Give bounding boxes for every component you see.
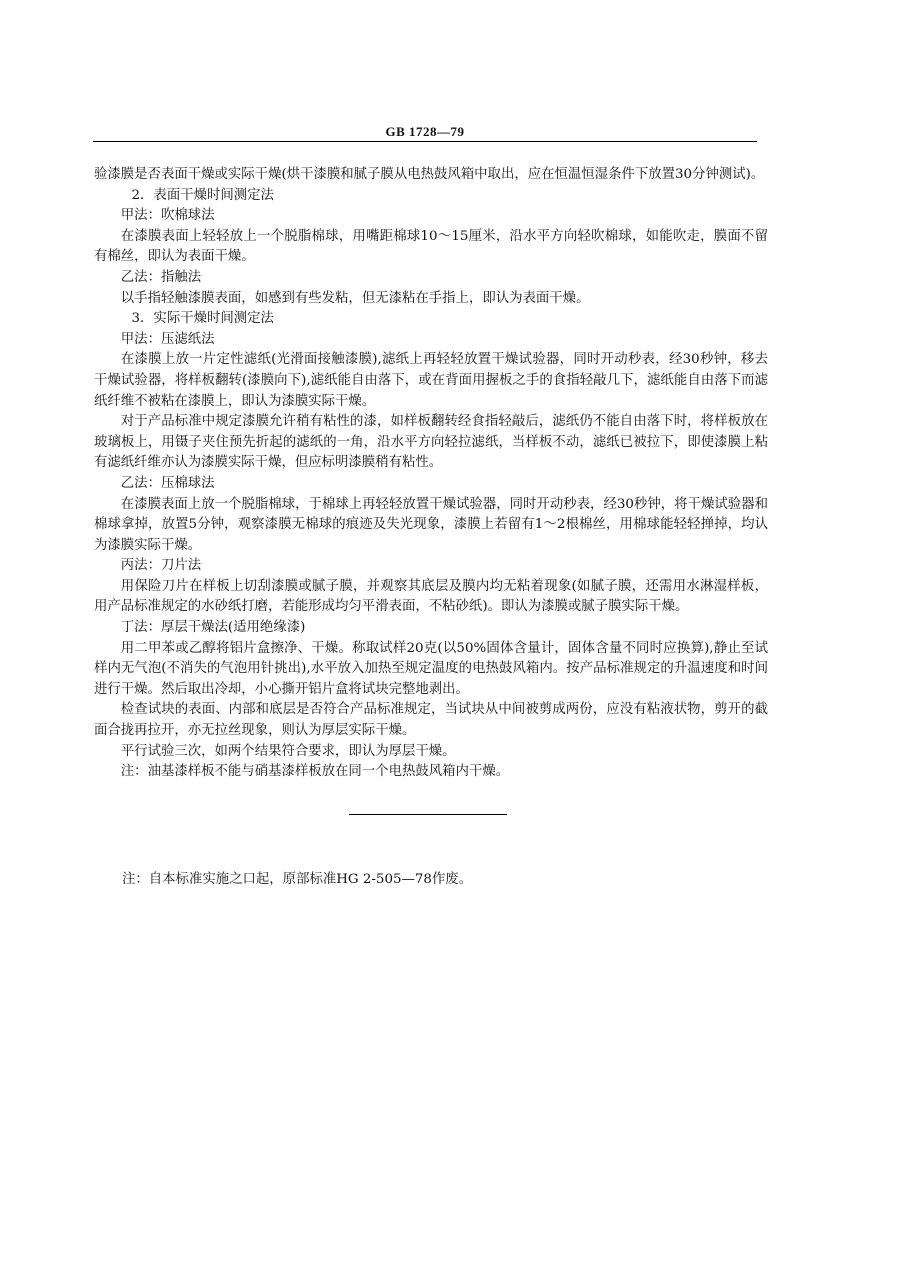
method-heading: 丁法：厚层干燥法(适用绝缘漆) xyxy=(120,620,306,636)
method-heading: 乙法：压棉球法 xyxy=(120,475,215,491)
standard-number-header: GB 1728—79 xyxy=(385,124,465,139)
section-heading: 3．实际干燥时间测定法 xyxy=(131,311,274,327)
method-heading: 丙法：刀片法 xyxy=(120,558,202,574)
note-line: 注：油基漆样板不能与硝基漆样板放在同一个电热鼓风箱内干燥。 xyxy=(120,764,510,780)
paragraph: 用保险刀片在样板上切刮漆膜或腻子膜，并观察其底层及膜内均无粘着现象(如腻子膜，还需用水淋湿样板，用产品标准规定的水砂纸打磨，若能形成均匀平滑表面，不粘砂纸)。即认为漆膜或腻子膜实际干燥。 xyxy=(94,578,768,615)
end-rule xyxy=(349,814,507,815)
paragraph: 用二甲苯或乙醇将铝片盒擦净、干燥。称取试样20克(以50%固体含量计，固体含量不同时应换算),静止至试样内无气泡(不消失的气泡用针挑出),水平放入加热至规定温度的电热鼓风箱内。按产品标准规定的升温速度和时间进行干燥。然后取出冷却，小心撕开铝片盒将试块完整地剥出。 xyxy=(94,640,768,697)
paragraph: 在漆膜表面上轻轻放上一个脱脂棉球，用嘴距棉球10～15厘米，沿水平方向轻吹棉球，如能吹走，膜面不留有棉丝，即认为表面干燥。 xyxy=(94,228,768,265)
footnote: 注：自本标准实施之口起，原部标准HG 2-505—78作废。 xyxy=(122,872,473,887)
method-heading: 乙法：指触法 xyxy=(120,269,202,285)
paragraph: 在漆膜上放一片定性滤纸(光滑面接触漆膜),滤纸上再轻轻放置干燥试验器，同时开动秒表，经30秒钟，移去干燥试验器，将样板翻转(漆膜向下),滤纸能自由落下，或在背面用握板之手的食指轻敲几下，滤纸能自由落下而滤纸纤维不被粘在漆膜上，即认为漆膜实际干燥。 xyxy=(94,352,768,409)
method-heading: 甲法：吹棉球法 xyxy=(120,208,215,224)
document-body xyxy=(94,165,768,783)
paragraph: 验漆膜是否表面干燥或实际干燥(烘干漆膜和腻子膜从电热鼓风箱中取出，应在恒温恒湿条件下放置30分钟测试)。 xyxy=(94,167,765,182)
paragraph: 以手指轻触漆膜表面，如感到有些发粘，但无漆粘在手指上，即认为表面干燥。 xyxy=(120,290,590,306)
section-heading: 2．表面干燥时间测定法 xyxy=(131,187,274,203)
paragraph: 在漆膜表面上放一个脱脂棉球，于棉球上再轻轻放置干燥试验器，同时开动秒表，经30秒钟，将干燥试验器和棉球拿掉，放置5分钟，观察漆膜无棉球的痕迹及失光现象，漆膜上若留有1～2根棉丝，用棉球能轻轻掸掉，均认为漆膜实际干燥。 xyxy=(94,496,768,553)
paragraph: 检查试块的表面、内部和底层是否符合产品标准规定，当试块从中间被剪成两份，应没有粘液状物，剪开的截面合拢再拉开，亦无拉丝现象，则认为厚层实际干燥。 xyxy=(94,702,768,739)
method-heading: 甲法：压滤纸法 xyxy=(120,331,215,347)
paragraph: 对于产品标准中规定漆膜允许稍有粘性的漆，如样板翻转经食指轻敲后，滤纸仍不能自由落下时，将样板放在玻璃板上，用镊子夹住预先折起的滤纸的一角，沿水平方向轻拉滤纸，当样板不动，滤纸已被拉下，即使漆膜上粘有滤纸纤维亦认为漆膜实际干燥，但应标明漆膜稍有粘性。 xyxy=(94,414,768,471)
paragraph: 平行试验三次，如两个结果符合要求，即认为厚层干燥。 xyxy=(120,743,456,759)
header-rule xyxy=(93,141,757,142)
